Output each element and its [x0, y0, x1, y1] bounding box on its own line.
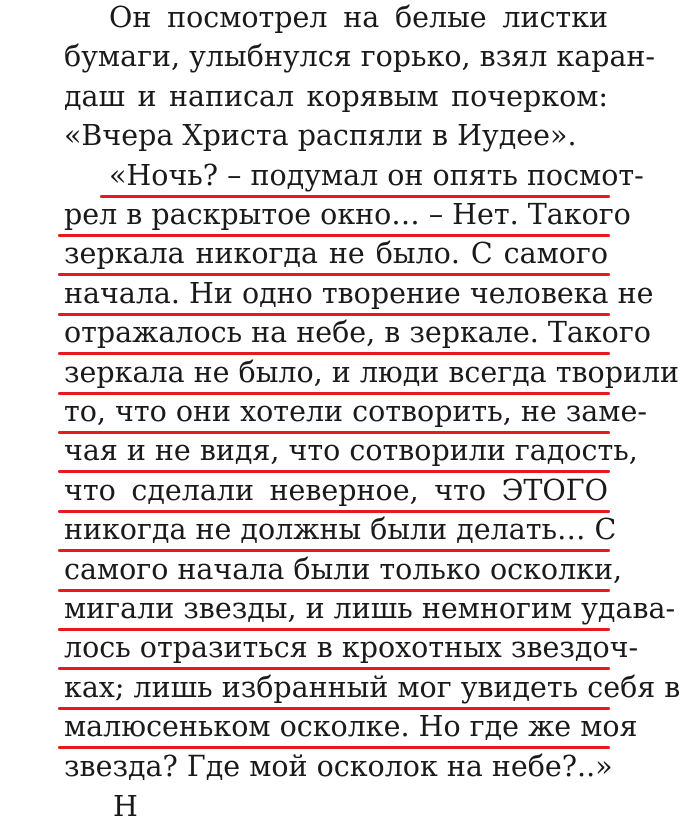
- text-line-2: бумаги, улыбнулся горько, взял каран-: [64, 40, 656, 74]
- red-underline-3: [58, 273, 610, 276]
- text-line-3: даш и написал корявым почерком:: [64, 79, 608, 113]
- text-line-5: «Ночь? – подумал он опять посмот-: [109, 158, 644, 192]
- text-line-17: лось отразиться в крохотных звездоч-: [64, 631, 639, 665]
- text-line-19: малюсеньком осколке. Но где же моя: [64, 710, 638, 744]
- text-line-7: зеркала никогда не было. С самого: [64, 237, 608, 271]
- red-underline-15: [58, 746, 610, 749]
- text-line-6: рел в раскрытое окно… – Нет. Такого: [64, 198, 631, 231]
- text-line-20: звезда? Где мой осколок на небе?..»: [64, 749, 613, 783]
- red-underline-13: [58, 667, 610, 670]
- text-line-10: зеркала не было, и люди всегда творили: [64, 355, 680, 389]
- red-underline-8: [58, 470, 610, 473]
- text-line-21-partial: Н: [113, 790, 138, 823]
- text-line-14: никогда не должны были делать… С: [64, 513, 617, 547]
- text-line-8: начала. Ни одно творение человека не: [64, 276, 654, 310]
- text-line-9: отражалось на небе, в зеркале. Такого: [64, 316, 651, 350]
- text-line-13: что сделали неверное, что ЭТОГО: [64, 473, 608, 507]
- text-line-4: «Вчера Христа распяли в Иудее».: [64, 119, 577, 153]
- text-line-1: Он посмотрел на белые листки: [109, 1, 608, 34]
- text-line-15: самого начала были только осколки,: [64, 552, 623, 586]
- text-line-11: то, что они хотели сотворить, не заме-: [64, 395, 647, 428]
- text-line-18: ках; лишь избранный мог увидеть себя в: [64, 670, 680, 704]
- red-underline-5: [58, 352, 610, 355]
- text-line-12: чая и не видя, что сотворили гадость,: [64, 434, 638, 468]
- text-line-16: мигали звезды, и лишь немногим удава-: [64, 592, 676, 625]
- red-underline-10: [58, 549, 610, 552]
